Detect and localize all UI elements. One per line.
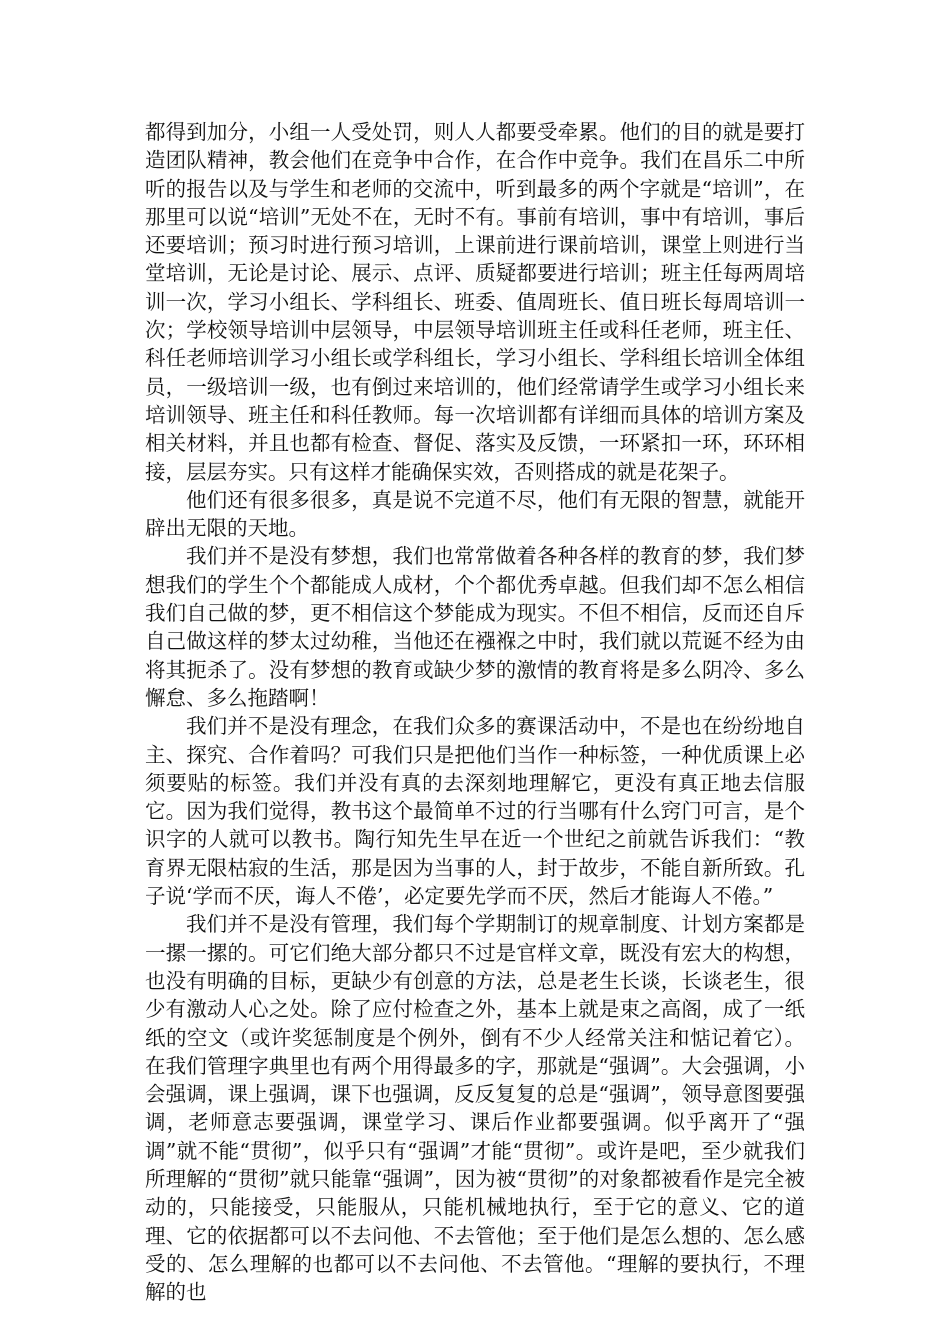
paragraph-training: 都得到加分，小组一人受处罚，则人人都要受牵累。他们的目的就是要打造团队精神，教会他们在竞争中合作，在合作中竞争。我们在昌乐二中所听的报告以及与学生和老师的交流中，听到最多的两个字就是“培训”，在那里可以说“培训”无处不在，无时不有。事前有培训，事中有培训，事后还要培训；预习时进行预习培训，上课前进行课前培训，课堂上则进行当堂培训，无论是讨论、展示、点评、质疑都要进行培训；班主任每两周培训一次，学习小组长、学科组长、班委、值周班长、值日班长每周培训一次；学校领导培训中层领导，中层领导培训班主任或科任老师，班主任、科任老师培训学习小组长或学科组长，学习小组长、学科组长培训全体组员，一级培训一级，也有倒过来培训的，他们经常请学生或学习小组长来培训领导、班主任和科任教师。每一次培训都有详细而具体的培训方案及相关材料，并且也都有检查、督促、落实及反馈，一环紧扣一环，环环相接，层层夯实。只有这样才能确保实效，否则搭成的就是花架子。 bbox=[145, 120, 805, 484]
paragraph-management: 我们并不是没有管理，我们每个学期制订的规章制度、计划方案都是一摞一摞的。可它们绝大部分都只不过是官样文章，既没有宏大的构想，也没有明确的目标，更缺少有创意的方法，总是老生长谈，长谈老生，很少有激动人心之处。除了应付检查之外，基本上就是束之高阁，成了一纸纸的空文（或许奖惩制度是个例外，倒有不少人经常关注和惦记着它）。在我们管理字典里也有两个用得最多的字，那就是“强调”。大会强调，小会强调，课上强调，课下也强调，反反复复的总是“强调”，领导意图要强调，老师意志要强调，课堂学习、课后作业都要强调。似乎离开了“强调”就不能“贯彻”，似乎只有“强调”才能“贯彻”。或许是吧，至少就我们所理解的“贯彻”就只能靠“强调”，因为被“贯彻”的对象都被看作是完全被动的，只能接受，只能服从，只能机械地执行，至于它的意义、它的道理、它的依据都可以不去问他、不去管他；至于他们是怎么想的、怎么感受的、怎么理解的也都可以不去问他、不去管他。“理解的要执行，不理解的也 bbox=[145, 912, 805, 1305]
paragraph-concepts: 我们并不是没有理念，在我们众多的赛课活动中，不是也在纷纷地自主、探究、合作着吗？可我们只是把他们当作一种标签，一种优质课上必须要贴的标签。我们并没有真的去深刻地理解它，更没有真正地去信服它。因为我们觉得，教书这个最简单不过的行当哪有什么窍门可言，是个识字的人就可以教书。陶行知先生早在近一个世纪之前就告诉我们：“教育界无限枯寂的生活，那是因为当事的人，封于故步，不能自新所致。孔子说‘学而不厌，诲人不倦’，必定要先学而不厌，然后才能诲人不倦。” bbox=[145, 714, 805, 909]
paragraph-wisdom: 他们还有很多很多，真是说不完道不尽，他们有无限的智慧，就能开辟出无限的天地。 bbox=[145, 487, 805, 541]
document-page bbox=[145, 118, 805, 1306]
paragraph-dreams: 我们并不是没有梦想，我们也常常做着各种各样的教育的梦，我们梦想我们的学生个个都能成人成材，个个都优秀卓越。但我们却不怎么相信我们自己做的梦，更不相信这个梦能成为现实。不但不相信，反而还自斥自己做这样的梦太过幼稚，当他还在襁褓之中时，我们就以荒诞不经为由将其扼杀了。没有梦想的教育或缺少梦的激情的教育将是多么阴冷、多么懈怠、多么拖踏啊！ bbox=[145, 544, 805, 710]
